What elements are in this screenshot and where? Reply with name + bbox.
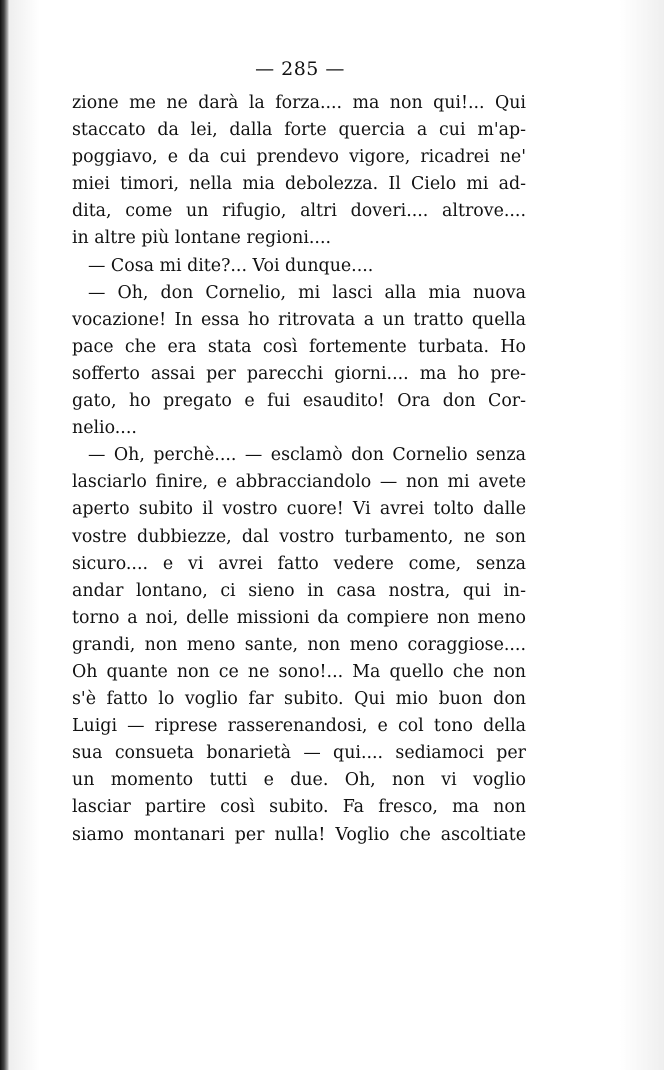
text-line: Luigi — riprese rasserenandosi, e col tono della [72,716,526,737]
text-line: vocazione! In essa ho ritrovata a un tratto quella [72,309,526,330]
text-line: gato, ho pregato e fui esaudito! Ora don Cor- [72,391,526,412]
text-line: sofferto assai per parecchi giorni.... ma ho pre- [72,363,526,384]
text-line: Oh quante non ce ne sono!... Ma quello che non [72,661,526,682]
text-line: sicuro.... e vi avrei fatto vedere come, senza [72,553,526,574]
text-line: s'è fatto lo voglio far subito. Qui mio buon don [72,689,526,710]
text-line: aperto subito il vostro cuore! Vi avrei tolto dalle [72,499,526,520]
text-line: pace che era stata così fortemente turbata. Ho [72,336,526,357]
text-line: lasciarlo finire, e abbracciandolo — non mi avete [72,472,526,493]
text-line: — Cosa mi dite?... Voi dunque.... [88,255,374,276]
text-line: zione me ne darà la forza.... ma non qui!... Qui [72,93,526,113]
text-line: nelio.... [72,418,137,439]
text-line: un momento tutti e due. Oh, non vi voglio [72,770,526,791]
text-line: in altre più lontane regioni.... [72,228,332,249]
text-line: poggiavo, e da cui prendevo vigore, ricadrei ne' [72,147,526,168]
text-line: torno a noi, delle missioni da compiere non meno [72,607,526,628]
text-line: sua consueta bonarietà — qui.... sediamoci per [72,743,526,764]
text-line: miei timori, nella mia debolezza. Il Cielo mi ad- [72,174,526,195]
page-number: — 285 — [255,58,345,80]
text-line: dita, come un rifugio, altri doveri.... altrove.... [72,201,526,222]
text-line: andar lontano, ci sieno in casa nostra, qui in- [72,580,526,601]
text-line: — Oh, don Cornelio, mi lasci alla mia nuova [88,282,526,303]
text-line: grandi, non meno sante, non meno coraggiose.... [72,634,526,655]
text-line: vostre dubbiezze, dal vostro turbamento, ne son [72,526,526,547]
page-binding-edge [0,0,9,1070]
body-text [72,90,526,849]
text-line: — Oh, perchè.... — esclamò don Cornelio senza [88,445,526,466]
text-line: siamo montanari per nulla! Voglio che ascoltiate [72,824,526,845]
text-line: lasciar partire così subito. Fa fresco, ma non [72,797,526,818]
text-line: staccato da lei, dalla forte quercia a cui m'ap- [72,120,526,141]
